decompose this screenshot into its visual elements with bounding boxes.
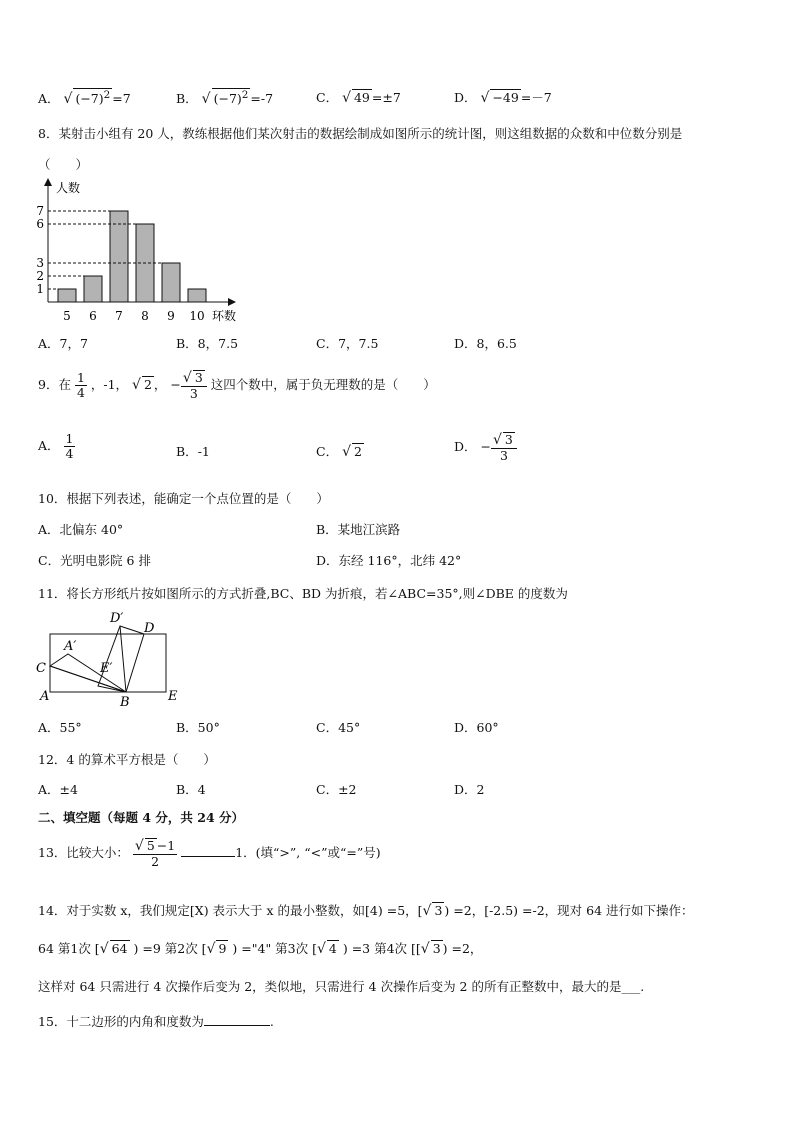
q11-option-d: D．60° (454, 720, 499, 735)
q8-paren: （ ） (38, 157, 89, 172)
q12-option-c: C．±2 (316, 782, 357, 797)
q14-line1: 14．对于实数 x，我们规定[X) 表示大于 x 的最小整数，如[4) =5，[√ 3 ) =2，[-2.5) =-2，现对 64 进行如下操作： (38, 903, 694, 919)
q8-option-c: C．7，7.5 (316, 336, 379, 351)
q10-option-c: C．光明电影院 6 排 (38, 553, 151, 568)
q15-answer-blank[interactable] (204, 1025, 270, 1026)
q13-fraction: $\frac{√ 5 -1}{2}$ (134, 838, 176, 870)
q9-option-c: C． √ 2 (316, 444, 362, 460)
q13-text: 13．比较大小： $\frac{√ 5 -1}{2}$ 1．(填“>”, “<”或“=”号) (38, 838, 381, 870)
bar-7 (110, 211, 128, 302)
folded-triangle-a (50, 654, 126, 692)
q10-text: 10．根据下列表述，能确定一个点位置的是（ ） (38, 491, 329, 506)
y-axis-arrow (44, 178, 52, 186)
q14-line2: 64 第1次 [√ 64 ) =9 第2次 [√ 9 ) ="4" 第3次 [√ 4 ) =3 第4次 [[√ 3 ) =2， (38, 941, 483, 957)
q9-option-a: A． $\frac{1}{4}$ (38, 431, 74, 461)
q10-option-d: D．东经 116°，北纬 42° (316, 553, 462, 568)
x-axis-label: 环数 (212, 309, 237, 323)
q8-text: 8．某射击小组有 20 人，教练根据他们某次射击的数据绘制成如图所示的统计图，则这组数据的众数和中位数分别是 (38, 126, 683, 141)
x-tick-9: 9 (167, 309, 175, 323)
label-a: A (40, 689, 50, 704)
x-tick-5: 5 (63, 309, 71, 323)
q8-option-a: A．7，7 (38, 336, 88, 351)
q9-text: 9．在 $\frac{1}{4}$ ，-1， √ 2 ， − $\frac{√ 3}{3}$ 这四个数中，属于负无理数的是（ ） (38, 370, 436, 402)
x-tick-10: 10 (189, 309, 205, 323)
q7-option-a: A． √ $(-7)^2 =7$ (38, 89, 131, 108)
q12-option-d: D．2 (454, 782, 485, 797)
x-tick-7: 7 (115, 309, 123, 323)
y-tick-6: 6 (36, 217, 44, 231)
q12-option-a: A．±4 (38, 782, 78, 797)
q7-option-b: B． √ $(-7)^2 =-7$ (176, 89, 274, 108)
crease-bd (120, 626, 126, 692)
x-tick-8: 8 (141, 309, 149, 323)
q11-text: 11．将长方形纸片按如图所示的方式折叠,BC、BD 为折痕，若∠ABC=35°,则∠DBE 的度数为 (38, 586, 568, 601)
bar-6 (84, 276, 102, 302)
label-e-prime: E′ (100, 661, 113, 676)
y-tick-7: 7 (36, 204, 44, 218)
y-axis-label: 人数 (56, 181, 81, 195)
q11-option-a: A．55° (38, 720, 82, 735)
y-tick-1: 1 (36, 282, 44, 296)
label-c: C (36, 661, 46, 676)
bar-9 (162, 263, 180, 302)
q9-option-d: D． − $\frac{√ 3}{3}$ (454, 432, 517, 463)
label-b: B (120, 695, 130, 710)
q11-fold-figure (30, 606, 190, 710)
q7-option-c: C． √ 49 =±7 (316, 90, 401, 106)
q7-option-d: D． √ −49 =－7 (454, 90, 552, 106)
section-fill-in-heading: 二、填空题（每题 4 分，共 24 分） (38, 810, 245, 825)
q11-option-c: C．45° (316, 720, 361, 735)
q12-option-b: B．4 (176, 782, 206, 797)
q10-option-a: A．北偏东 40° (38, 522, 124, 537)
bar-5 (58, 289, 76, 302)
q12-text: 12．4 的算术平方根是（ ） (38, 752, 216, 767)
label-d-prime: D′ (110, 611, 124, 626)
q8-option-d: D．8，6.5 (454, 336, 517, 351)
label-a-prime: A′ (64, 639, 77, 654)
x-tick-6: 6 (89, 309, 97, 323)
label-e: E (168, 689, 178, 704)
q15-text: 15．十二边形的内角和度数为 . (38, 1014, 274, 1029)
q9-option-b: B．-1 (176, 444, 210, 459)
y-tick-3: 3 (36, 256, 44, 270)
x-axis-arrow (228, 298, 236, 306)
q9-frac-root3-over-3: $\frac{√ 3}{3}$ (181, 370, 207, 401)
y-tick-2: 2 (36, 269, 44, 283)
label-d: D (144, 621, 155, 636)
q9-frac-one-quarter: $\frac{1}{4}$ (76, 370, 85, 401)
q8-option-b: B．8，7.5 (176, 336, 239, 351)
bar-10 (188, 289, 206, 302)
q14-line3: 这样对 64 只需进行 4 次操作后变为 2，类似地，只需进行 4 次操作后变为 2 的所有正整数中，最大的是___. (38, 979, 645, 994)
q10-option-b: B．某地江滨路 (316, 522, 401, 537)
q8-bar-chart (30, 178, 250, 326)
q11-option-b: B．50° (176, 720, 220, 735)
q13-answer-blank[interactable] (181, 856, 235, 857)
